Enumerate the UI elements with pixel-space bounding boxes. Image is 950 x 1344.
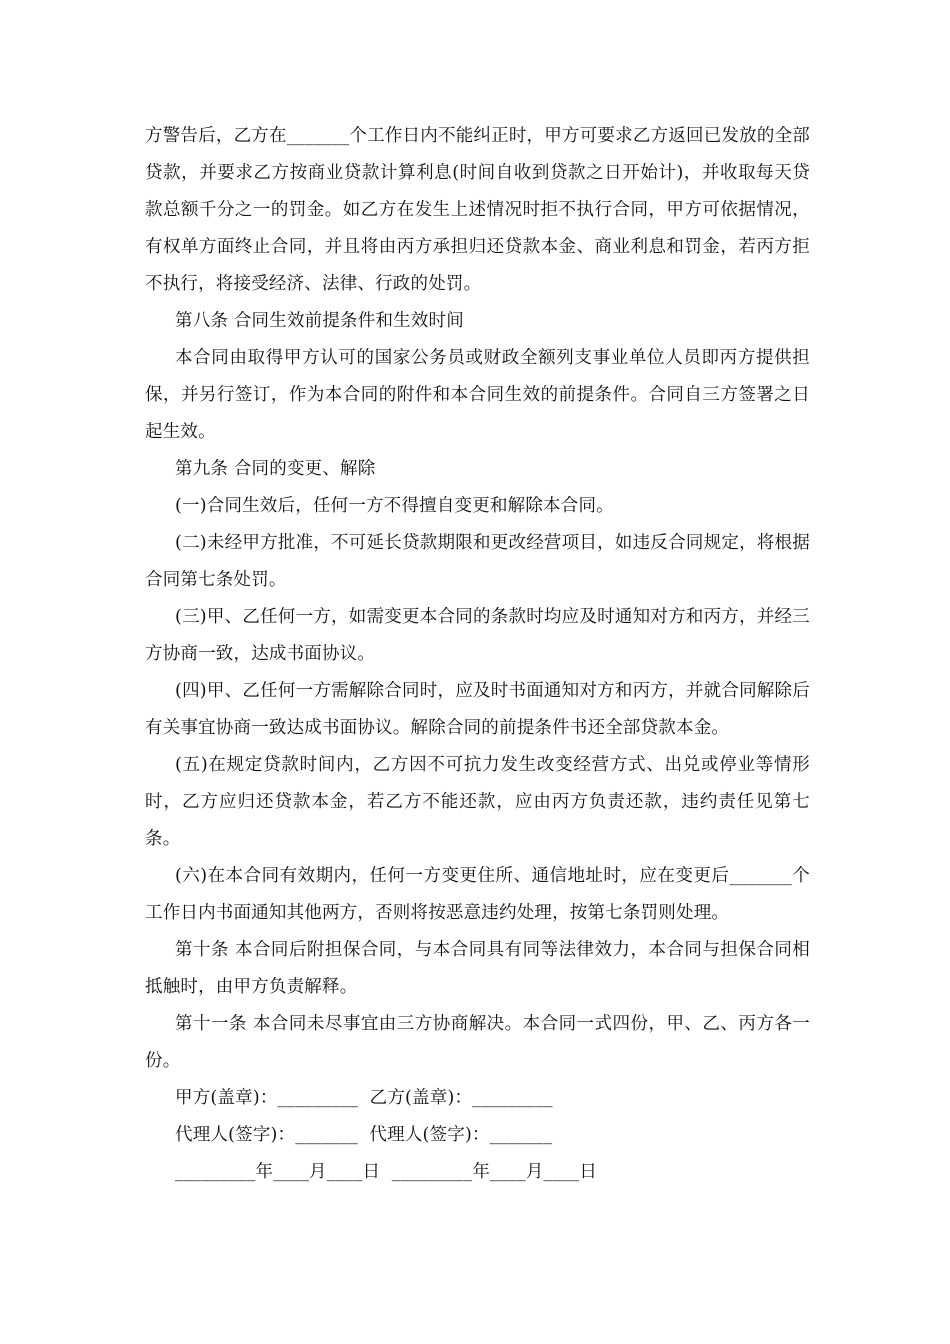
signature-seal-line: 甲方(盖章)：_________ 乙方(盖章)：_________ — [175, 1088, 553, 1108]
document-body — [145, 118, 810, 1191]
signature-date-line: _________年____月____日 _________年____月____日 — [175, 1162, 598, 1182]
paragraph-article-9-item-1: (一)合同生效后，任何一方不得擅自变更和解除本合同。 — [175, 496, 614, 516]
heading-article-8: 第八条 合同生效前提条件和生效时间 — [175, 311, 464, 331]
heading-article-9: 第九条 合同的变更、解除 — [175, 459, 376, 479]
paragraph-article-9-item-6: (六)在本合同有效期内，任何一方变更住所、通信地址时，应在变更后_______个工作日内书面通知其他两方，否则将按恶意违约处理，按第七条罚则处理。 — [145, 866, 810, 923]
paragraph-article-8-body: 本合同由取得甲方认可的国家公务员或财政全额列支事业单位人员即丙方提供担保，并另行签订，作为本合同的附件和本合同生效的前提条件。合同自三方签署之日起生效。 — [145, 348, 810, 442]
paragraph-article-10: 第十条 本合同后附担保合同，与本合同具有同等法律效力，本合同与担保合同相抵触时，由甲方负责解释。 — [145, 940, 810, 997]
paragraph-article-9-item-2: (二)未经甲方批准，不可延长贷款期限和更改经营项目，如违反合同规定，将根据合同第七条处罚。 — [145, 533, 810, 590]
paragraph-article-9-item-3: (三)甲、乙任何一方，如需变更本合同的条款时均应及时通知对方和丙方，并经三方协商一致，达成书面协议。 — [145, 607, 810, 664]
paragraph-article-11: 第十一条 本合同未尽事宜由三方协商解决。本合同一式四份，甲、乙、丙方各一份。 — [145, 1014, 810, 1071]
paragraph-penalty-continuation: 方警告后，乙方在_______个工作日内不能纠正时，甲方可要求乙方返回已发放的全部贷款，并要求乙方按商业贷款计算利息(时间自收到贷款之日开始计)，并收取每天贷款总额千分之一的罚金。如乙方在发生上述情况时拒不执行合同，甲方可依据情况，有权单方面终止合同，并且将由丙方承担归还贷款本金、商业利息和罚金，若丙方拒不执行，将接受经济、法律、行政的处罚。 — [145, 126, 810, 294]
paragraph-article-9-item-4: (四)甲、乙任何一方需解除合同时，应及时书面通知对方和丙方，并就合同解除后有关事宜协商一致达成书面协议。解除合同的前提条件书还全部贷款本金。 — [145, 681, 810, 738]
paragraph-article-9-item-5: (五)在规定贷款时间内，乙方因不可抗力发生改变经营方式、出兑或停业等情形时，乙方应归还贷款本金，若乙方不能还款，应由丙方负责还款，违约责任见第七条。 — [145, 755, 810, 849]
signature-agent-line: 代理人(签字)：_______ 代理人(签字)：_______ — [175, 1125, 553, 1145]
